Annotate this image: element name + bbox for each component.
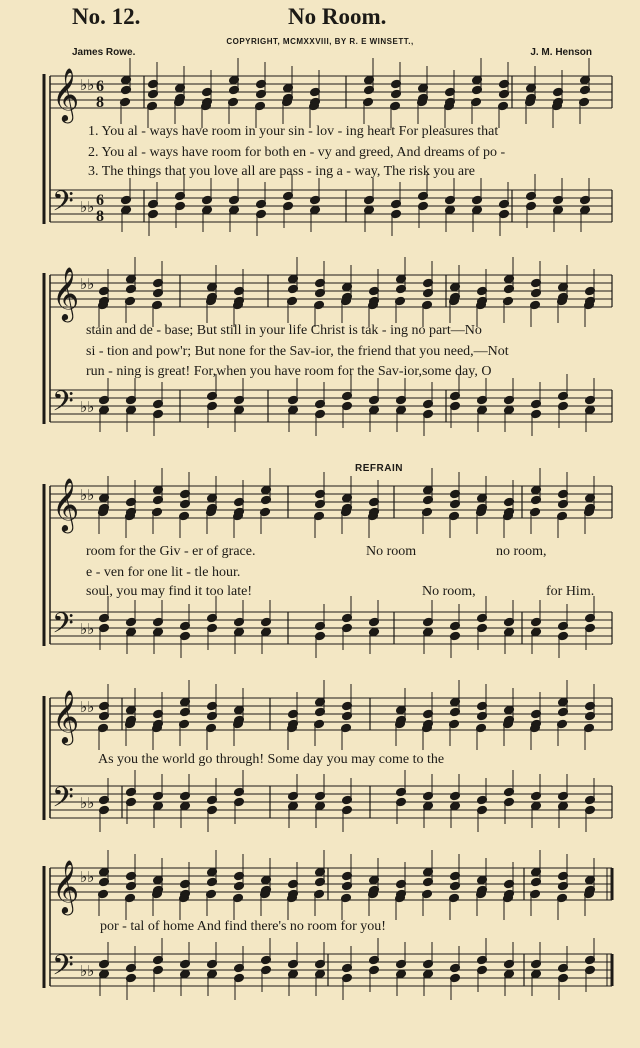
lyric-verse1-line1: 1. You al - ways have room in your sin - lov - ing heart For pleasures that <box>88 124 499 139</box>
bass-clef: 𝄢 <box>52 949 74 989</box>
key-signature: ♭♭ <box>80 868 95 886</box>
lyric-verse2-line3: e - ven for one lit - tle hour. <box>86 565 241 580</box>
hymn-title: No Room. <box>288 4 387 29</box>
key-signature: ♭♭ <box>80 962 95 980</box>
key-signature: ♭♭ <box>80 486 95 504</box>
key-signature: ♭♭ <box>80 76 95 94</box>
bass-clef: 𝄢 <box>52 607 74 647</box>
key-signature: ♭♭ <box>80 198 95 216</box>
composer-credit: J. M. Henson <box>530 47 592 58</box>
lyric-verse2-line1: 2. You al - ways have room for both en - vy and greed, And dreams of po - <box>88 145 506 160</box>
lyric-bass-no-room: No room, <box>422 584 476 599</box>
treble-clef: 𝄞 <box>52 689 80 743</box>
treble-clef: 𝄞 <box>52 266 80 320</box>
key-signature: ♭♭ <box>80 698 95 716</box>
bass-clef: 𝄢 <box>52 385 74 425</box>
lyric-verse3-line1: 3. The things that you love all are pass - ing a - way, The risk you are <box>88 164 475 179</box>
key-signature: ♭♭ <box>80 794 95 812</box>
lyric-refrain-line3: por - tal of home And find there's no room for you! <box>100 919 386 934</box>
bass-clef: 𝄢 <box>52 185 74 225</box>
time-signature-bottom: 8 <box>96 208 104 225</box>
treble-clef: 𝄞 <box>52 477 80 531</box>
key-signature: ♭♭ <box>80 275 95 293</box>
lyric-verse1-line2: stain and de - base; But still in your life Christ is tak - ing no part—No <box>86 323 482 338</box>
lyric-refrain-no-room: No room <box>366 544 417 559</box>
bass-clef: 𝄢 <box>52 781 74 821</box>
lyric-verse1-line3: room for the Giv - er of grace. <box>86 544 256 559</box>
lyricist-credit: James Rowe. <box>72 47 136 58</box>
treble-clef: 𝄞 <box>52 859 80 913</box>
lyric-refrain-no-room-2: no room, <box>496 544 547 559</box>
hymn-number: No. 12. <box>72 4 141 29</box>
lyric-refrain-line2: As you the world go through! Some day you may come to the <box>98 752 445 767</box>
lyric-bass-for-him: for Him. <box>546 584 595 599</box>
treble-clef: 𝄞 <box>52 67 80 121</box>
key-signature: ♭♭ <box>80 620 95 638</box>
copyright-line: COPYRIGHT, MCMXXVIII, BY R. E WINSETT., <box>226 37 414 46</box>
key-signature: ♭♭ <box>80 398 95 416</box>
refrain-label: REFRAIN <box>355 463 403 474</box>
lyric-verse2-line2: si - tion and pow'r; But none for the Sav-ior, the friend that you need,—Not <box>86 344 509 359</box>
lyric-verse3-line3: soul, you may find it too late! <box>86 584 253 599</box>
lyric-verse3-line2: run - ning is great! For,when you have room for the Sav-ior,some day, O <box>86 364 492 379</box>
time-signature-top: 6 <box>96 192 104 209</box>
time-signature-top: 6 <box>96 78 104 95</box>
time-signature-bottom: 8 <box>96 94 104 111</box>
